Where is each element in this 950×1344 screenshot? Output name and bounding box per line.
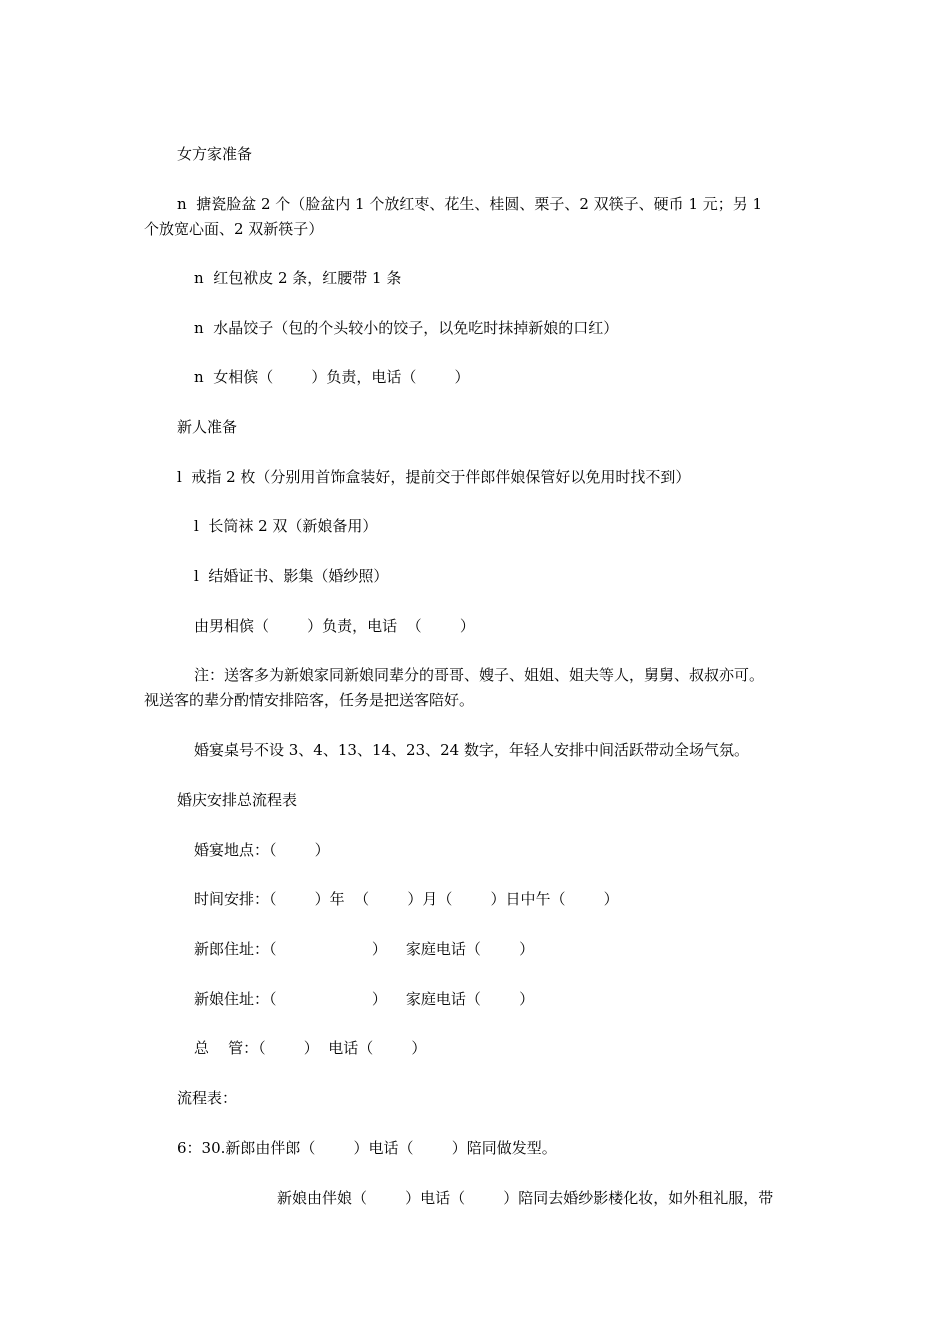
list-item-groomsman: 由男相傧（ ）负责，电话 （ ） xyxy=(194,617,475,635)
note-line-1: 注：送客多为新娘家同新娘同辈分的哥哥、嫂子、姐姐、姐夫等人，舅舅、叔叔亦可。 xyxy=(194,666,765,684)
table-number-note: 婚宴桌号不设 3、4、13、14、23、24 数字，年轻人安排中间活跃带动全场气氛。 xyxy=(194,741,749,759)
list-item-red-wrap: n 红包袱皮 2 条，红腰带 1 条 xyxy=(194,269,402,287)
field-time: 时间安排：（ ）年 （ ）月（ ）日中午（ ） xyxy=(194,890,619,908)
heading-schedule: 婚庆安排总流程表 xyxy=(177,791,298,809)
heading-bride-family-prep: 女方家准备 xyxy=(177,145,253,163)
list-item-stockings: l 长筒袜 2 双（新娘备用） xyxy=(194,517,378,535)
field-bride-address: 新娘住址：（ ） 家庭电话（ ） xyxy=(194,990,535,1008)
flow-item-groom: 6：30.新郎由伴郎（ ）电话（ ）陪同做发型。 xyxy=(177,1139,557,1157)
note-line-2: 视送客的辈分酌情安排陪客，任务是把送客陪好。 xyxy=(144,691,475,709)
field-manager: 总 管：（ ） 电话（ ） xyxy=(194,1039,427,1057)
heading-couple-prep: 新人准备 xyxy=(177,418,238,436)
list-item-rings: l 戒指 2 枚（分别用首饰盒装好，提前交于伴郎伴娘保管好以免用时找不到） xyxy=(177,468,691,486)
field-groom-address: 新郎住址：（ ） 家庭电话（ ） xyxy=(194,940,535,958)
list-item-certificate: l 结婚证书、影集（婚纱照） xyxy=(194,567,389,585)
flow-item-bride: 新娘由伴娘（ ）电话（ ）陪同去婚纱影楼化妆，如外租礼服，带 xyxy=(277,1189,774,1207)
list-item-bridesmaid: n 女相傧（ ）负责，电话（ ） xyxy=(194,368,470,386)
heading-flow: 流程表： xyxy=(177,1089,238,1107)
list-item-basins: n 搪瓷脸盆 2 个（脸盆内 1 个放红枣、花生、桂圆、栗子、2 双筷子、硬币 1 元；另 1 xyxy=(177,195,763,213)
list-item-dumplings: n 水晶饺子（包的个头较小的饺子，以免吃时抹掉新娘的口红） xyxy=(194,319,619,337)
field-venue: 婚宴地点：（ ） xyxy=(194,841,330,859)
list-item-basins-cont: 个放宽心面、2 双新筷子） xyxy=(144,220,324,238)
